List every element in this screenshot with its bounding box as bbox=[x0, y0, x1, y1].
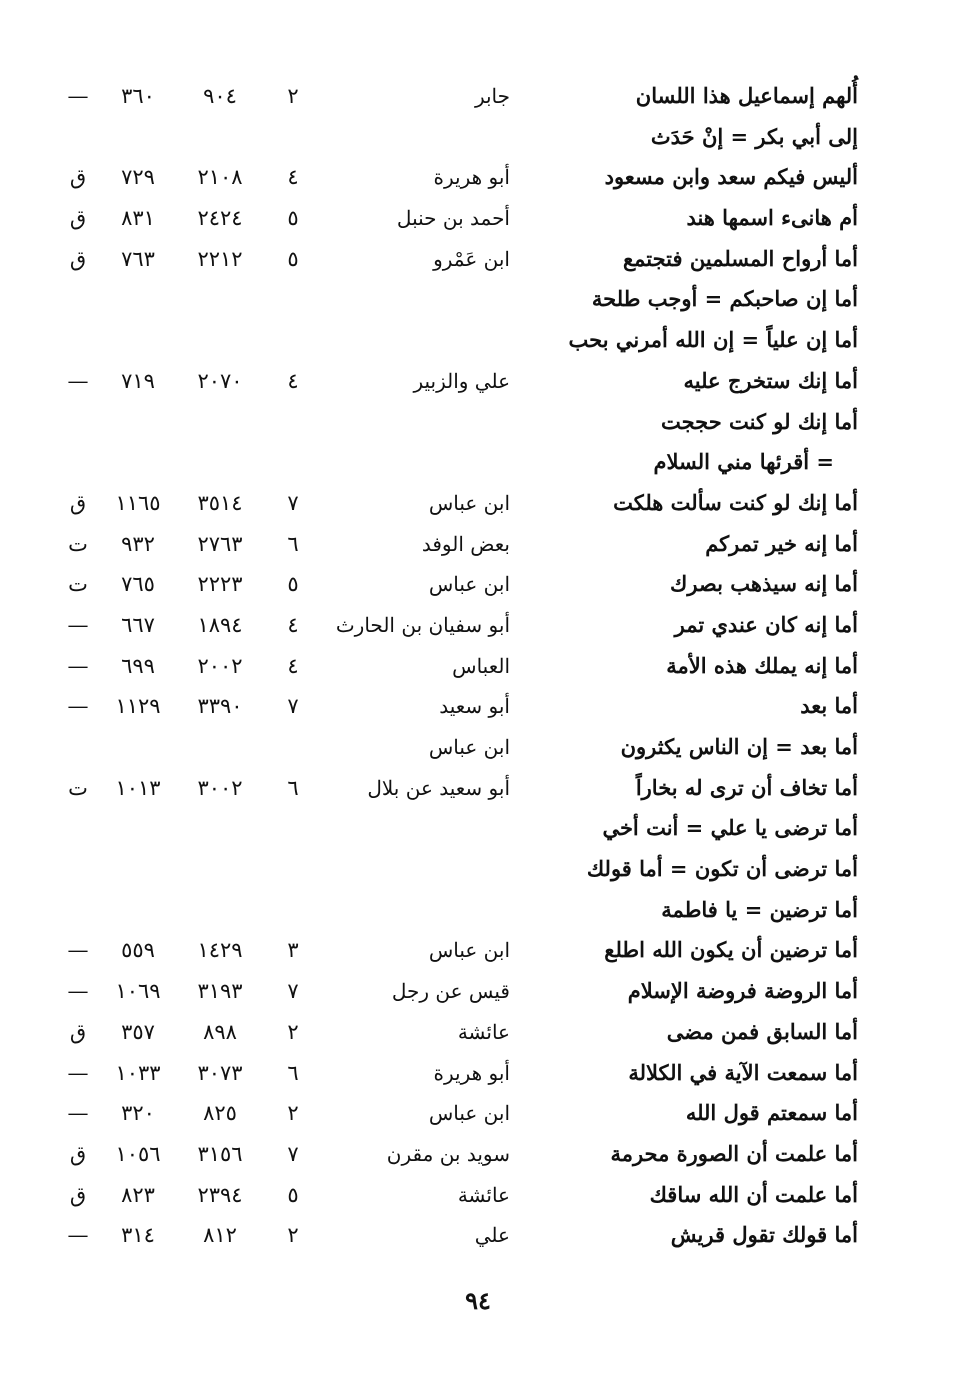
table-row bbox=[0, 320, 956, 361]
hadith-number bbox=[180, 808, 260, 849]
table-row bbox=[0, 1053, 956, 1094]
hadith-text: أُلهم إسماعيل هذا اللسان bbox=[635, 83, 858, 108]
volume-number: ٤ bbox=[287, 612, 299, 637]
volume-number bbox=[278, 442, 308, 483]
hadith-text: أما ترضى أن تكون = أما قولك bbox=[586, 856, 858, 882]
narrator: أبو هريرة bbox=[433, 165, 510, 190]
hadith-text: أما أرواح المسلمين فتجتمع bbox=[622, 245, 858, 271]
table-row bbox=[0, 524, 956, 565]
narrator: قيس عن رجل bbox=[391, 979, 510, 1004]
page-reference bbox=[100, 402, 176, 443]
narrator: أبو سعيد عن بلال bbox=[367, 775, 510, 800]
volume-number: ٥ bbox=[287, 246, 299, 271]
hadith-number: ٨٩٨ bbox=[203, 1019, 237, 1044]
table-row bbox=[0, 808, 956, 849]
source-marker: — bbox=[67, 1223, 89, 1248]
hadith-number: ٨١٢ bbox=[203, 1223, 237, 1248]
volume-number bbox=[278, 727, 308, 768]
page-reference: ١١٢٩ bbox=[115, 694, 161, 719]
table-row bbox=[0, 1215, 956, 1256]
hadith-number bbox=[180, 849, 260, 890]
volume-number bbox=[278, 320, 308, 361]
page-reference: ١١٦٥ bbox=[115, 490, 161, 515]
source-marker: — bbox=[67, 1101, 89, 1126]
hadith-text: أما علمت أن الله ساقك bbox=[649, 1181, 858, 1207]
narrator: ابن عباس bbox=[428, 938, 510, 963]
source-marker: — bbox=[67, 1060, 89, 1085]
hadith-number bbox=[180, 890, 260, 931]
source-marker: ق bbox=[69, 1182, 87, 1207]
hadith-text: أما إنك لو كنت سألت هلكت bbox=[613, 489, 858, 515]
table-row bbox=[0, 564, 956, 605]
volume-number: ٧ bbox=[287, 1141, 299, 1166]
narrator: علي bbox=[474, 1223, 510, 1248]
hadith-number: ٣١٥٦ bbox=[197, 1141, 243, 1166]
source-marker: ت bbox=[68, 775, 88, 800]
hadith-number: ٢٢٢٣ bbox=[197, 572, 243, 597]
table-row bbox=[0, 157, 956, 198]
hadith-text: أليس فيكم سعد وابن مسعود bbox=[604, 164, 858, 190]
page-reference bbox=[100, 890, 176, 931]
table-row bbox=[0, 605, 956, 646]
narrator: العباس bbox=[452, 653, 510, 678]
page-reference: ٧٦٣ bbox=[121, 246, 155, 271]
page-number: ٩٤ bbox=[465, 1286, 491, 1315]
narrator: سويد بن مقرن bbox=[386, 1141, 510, 1166]
table-row bbox=[0, 1175, 956, 1216]
page-reference: ١٠٦٩ bbox=[115, 979, 161, 1004]
narrator: ابن عَمْرو bbox=[433, 246, 510, 271]
source-marker: ق bbox=[69, 490, 87, 515]
table-row bbox=[0, 727, 956, 768]
hadith-number: ٢٢١٢ bbox=[197, 246, 243, 271]
page-reference: ٩٣٢ bbox=[121, 531, 155, 556]
page-reference: ١٠٥٦ bbox=[115, 1141, 161, 1166]
page-reference: ٦٩٩ bbox=[121, 653, 155, 678]
source-marker: — bbox=[67, 694, 89, 719]
hadith-number: ٢٠٠٢ bbox=[197, 653, 243, 678]
volume-number bbox=[278, 402, 308, 443]
volume-number: ٧ bbox=[287, 490, 299, 515]
table-row bbox=[0, 198, 956, 239]
hadith-number: ٨٢٥ bbox=[203, 1101, 237, 1126]
volume-number: ٥ bbox=[287, 1182, 299, 1207]
narrator: أبو سعيد bbox=[439, 694, 510, 719]
source-marker bbox=[60, 890, 96, 931]
source-marker: ت bbox=[68, 531, 88, 556]
hadith-number bbox=[180, 279, 260, 320]
hadith-number: ٢٤٢٤ bbox=[197, 206, 243, 231]
volume-number: ٤ bbox=[287, 368, 299, 393]
table-row bbox=[0, 483, 956, 524]
hadith-number: ٢٧٦٣ bbox=[197, 531, 243, 556]
hadith-text: أما بعد = إن الناس يكثرون bbox=[620, 734, 858, 759]
page-reference bbox=[100, 320, 176, 361]
hadith-text: أما تخاف أن ترى له بخاراً bbox=[635, 774, 858, 800]
table-row bbox=[0, 971, 956, 1012]
hadith-text: أما بعد bbox=[800, 693, 858, 719]
page-reference: ١٠١٣ bbox=[115, 775, 161, 800]
hadith-text: أما إنك لو كنت حججت bbox=[660, 408, 858, 434]
volume-number: ٧ bbox=[287, 979, 299, 1004]
hadith-number bbox=[180, 727, 260, 768]
source-marker: ق bbox=[69, 206, 87, 231]
page-reference: ٣١٤ bbox=[121, 1223, 155, 1248]
hadith-text: أما إنه يملك هذه الأمة bbox=[666, 652, 858, 678]
hadith-number: ٣٠٠٢ bbox=[197, 775, 243, 800]
volume-number bbox=[278, 890, 308, 931]
hadith-number: ٩٠٤ bbox=[203, 84, 237, 108]
hadith-number bbox=[180, 117, 260, 158]
narrator: بعض الوفد bbox=[421, 531, 510, 556]
page-reference bbox=[100, 117, 176, 158]
hadith-number: ٣٥١٤ bbox=[197, 490, 243, 515]
source-marker bbox=[60, 727, 96, 768]
volume-number bbox=[278, 849, 308, 890]
source-marker: — bbox=[67, 612, 89, 637]
volume-number: ٧ bbox=[287, 694, 299, 719]
hadith-number bbox=[180, 402, 260, 443]
page-reference: ١٠٣٣ bbox=[115, 1060, 161, 1085]
page-reference bbox=[100, 808, 176, 849]
source-marker bbox=[60, 402, 96, 443]
source-marker bbox=[60, 442, 96, 483]
table-row bbox=[0, 442, 956, 483]
narrator: ابن عباس bbox=[428, 490, 510, 515]
volume-number: ٦ bbox=[287, 775, 299, 800]
volume-number bbox=[278, 117, 308, 158]
table-row bbox=[0, 849, 956, 890]
page-reference: ٣٦٠ bbox=[121, 84, 155, 108]
volume-number: ٦ bbox=[287, 1060, 299, 1085]
table-row bbox=[0, 76, 956, 117]
table-row bbox=[0, 890, 956, 931]
narrator: ابن عباس bbox=[428, 1101, 510, 1126]
hadith-text: أما السابق فمن مضى bbox=[666, 1018, 858, 1044]
hadith-text: إلى أبي بكر = إنْ حَدَث bbox=[650, 123, 858, 149]
table-row bbox=[0, 646, 956, 687]
hadith-text: أما الروضة فروضة الإسلام bbox=[627, 978, 858, 1004]
hadith-text: أما إن صاحبكم = أوجب طلحة bbox=[591, 286, 858, 312]
table-row bbox=[0, 239, 956, 280]
table-row bbox=[0, 930, 956, 971]
page-reference: ٧١٩ bbox=[121, 368, 155, 393]
narrator: ابن عباس bbox=[428, 572, 510, 597]
narrator: علي والزبير bbox=[413, 368, 510, 393]
table-row bbox=[0, 361, 956, 402]
narrator: ابن عباس bbox=[428, 735, 510, 759]
source-marker bbox=[60, 320, 96, 361]
page-reference bbox=[100, 442, 176, 483]
hadith-text: أما قولك تقول قريش bbox=[670, 1222, 858, 1248]
hadith-text: أما إنه خير تمركم bbox=[705, 530, 858, 556]
table-row bbox=[0, 117, 956, 158]
hadith-text: أما سمعتم قول الله bbox=[685, 1100, 858, 1126]
volume-number: ٢ bbox=[287, 84, 299, 108]
page-reference: ٧٢٩ bbox=[121, 165, 155, 190]
volume-number: ٢ bbox=[287, 1101, 299, 1126]
page-reference: ٨٢٣ bbox=[121, 1182, 155, 1207]
hadith-number: ٢٠٧٠ bbox=[197, 368, 243, 393]
source-marker bbox=[60, 849, 96, 890]
hadith-number: ٣١٩٣ bbox=[197, 979, 243, 1004]
volume-number bbox=[278, 808, 308, 849]
hadith-text: أما سمعت الآية في الكلالة bbox=[628, 1059, 858, 1085]
source-marker bbox=[60, 279, 96, 320]
hadith-number: ٣٠٧٣ bbox=[197, 1060, 243, 1085]
page-reference: ٦٦٧ bbox=[121, 612, 155, 637]
source-marker bbox=[60, 117, 96, 158]
source-marker: ق bbox=[69, 165, 87, 190]
hadith-number: ١٤٢٩ bbox=[197, 938, 243, 963]
narrator: أبو سفيان بن الحارث bbox=[335, 612, 510, 637]
hadith-text: أما إن علياً = إن الله أمرني بحب bbox=[568, 327, 858, 353]
page-reference: ٣٥٧ bbox=[121, 1019, 155, 1044]
table-row bbox=[0, 1134, 956, 1175]
hadith-text: = أقرئها مني السلام bbox=[653, 449, 834, 475]
page-reference: ٣٢٠ bbox=[121, 1101, 155, 1126]
volume-number: ٣ bbox=[287, 938, 299, 963]
volume-number: ٤ bbox=[287, 653, 299, 678]
hadith-text: أما ترضين = يا فاطمة bbox=[661, 896, 858, 922]
source-marker: — bbox=[67, 653, 89, 678]
volume-number: ٢ bbox=[287, 1019, 299, 1044]
volume-number bbox=[278, 279, 308, 320]
volume-number: ٥ bbox=[287, 206, 299, 231]
narrator: عائشة bbox=[457, 1019, 510, 1044]
source-marker: ت bbox=[68, 572, 88, 597]
source-marker: ق bbox=[69, 1141, 87, 1166]
source-marker bbox=[60, 808, 96, 849]
page-reference bbox=[100, 727, 176, 768]
hadith-text: أما إنه كان عندي تمر bbox=[674, 611, 858, 637]
table-row bbox=[0, 279, 956, 320]
table-row bbox=[0, 402, 956, 443]
narrator: عائشة bbox=[457, 1182, 510, 1207]
hadith-number: ٣٣٩٠ bbox=[197, 694, 243, 719]
source-marker: ق bbox=[69, 1019, 87, 1044]
source-marker: — bbox=[67, 938, 89, 963]
narrator: أحمد بن حنبل bbox=[396, 206, 510, 231]
hadith-text: أما إنك ستخرج عليه bbox=[683, 367, 858, 393]
source-marker: ق bbox=[69, 246, 87, 271]
table-row bbox=[0, 1093, 956, 1134]
hadith-text: أما علمت أن الصورة محرمة bbox=[610, 1140, 858, 1166]
narrator: أبو هريرة bbox=[433, 1060, 510, 1085]
volume-number: ٢ bbox=[287, 1223, 299, 1248]
hadith-number bbox=[180, 320, 260, 361]
volume-number: ٥ bbox=[287, 572, 299, 597]
hadith-number: ١٨٩٤ bbox=[197, 612, 243, 637]
volume-number: ٤ bbox=[287, 165, 299, 190]
page-reference: ٧٦٥ bbox=[121, 572, 155, 597]
table-row bbox=[0, 768, 956, 809]
page-reference: ٨٣١ bbox=[121, 206, 155, 231]
hadith-text: أما إنه سيذهب بصرك bbox=[670, 571, 858, 597]
table-row bbox=[0, 686, 956, 727]
hadith-number: ٢٣٩٤ bbox=[197, 1182, 243, 1207]
page-reference bbox=[100, 279, 176, 320]
hadith-number bbox=[180, 442, 260, 483]
narrator: جابر bbox=[474, 84, 510, 108]
table-row bbox=[0, 1012, 956, 1053]
source-marker: — bbox=[67, 368, 89, 393]
hadith-text: أم هانىء اسمها هند bbox=[686, 205, 858, 231]
hadith-text: أما ترضين أن يكون الله اطلع bbox=[604, 937, 858, 963]
page-reference: ٥٥٩ bbox=[121, 938, 155, 963]
source-marker: — bbox=[67, 84, 89, 108]
hadith-text: أما ترضى يا علي = أنت أخي bbox=[602, 815, 858, 841]
hadith-index-table bbox=[0, 76, 956, 1256]
volume-number: ٦ bbox=[287, 531, 299, 556]
source-marker: — bbox=[67, 979, 89, 1004]
page-reference bbox=[100, 849, 176, 890]
hadith-number: ٢١٠٨ bbox=[197, 165, 243, 190]
